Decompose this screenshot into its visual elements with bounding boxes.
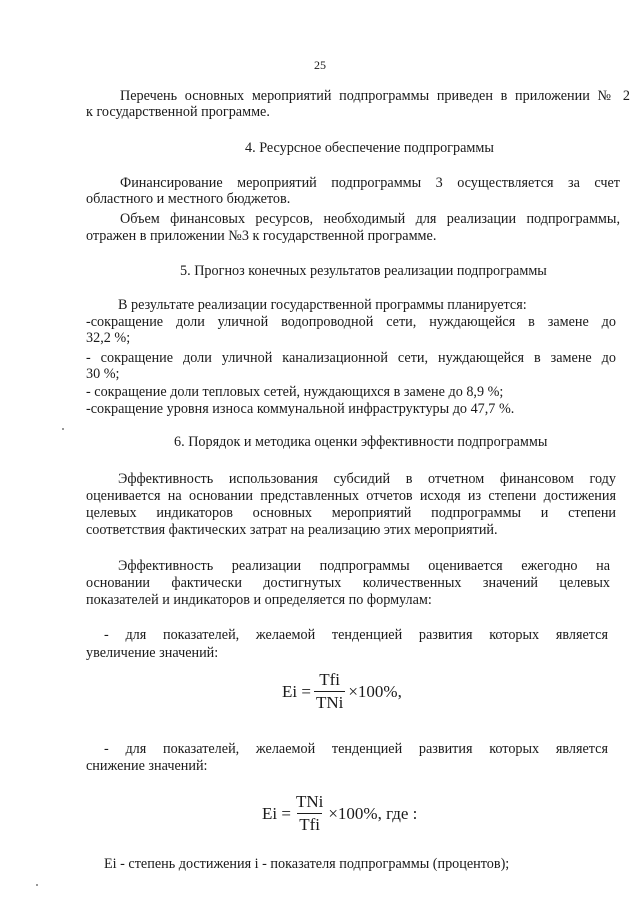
formula-numerator: TNi: [295, 792, 324, 811]
paragraph-line: Финансирование мероприятий подпрограммы 3 осуществляется за счет: [120, 175, 620, 191]
list-item: - сокращение доли тепловых сетей, нуждающихся в замене до 8,9 %;: [86, 384, 504, 400]
list-item: -сокращение уровня износа коммунальной инфраструктуры до 47,7 %.: [86, 401, 515, 417]
paragraph-line: увеличение значений:: [86, 645, 219, 661]
formula-lhs: Ei =: [282, 681, 311, 701]
scan-speck: [62, 428, 64, 430]
paragraph-line: Эффективность реализации подпрограммы оценивается ежегодно на: [118, 558, 610, 574]
paragraph-line: основании фактически достигнутых количественных значений целевых: [86, 575, 610, 591]
paragraph-line: областного и местного бюджетов.: [86, 191, 291, 207]
paragraph-line: Перечень основных мероприятий подпрограммы приведен в приложении № 2: [120, 88, 630, 104]
scan-speck: [36, 884, 38, 886]
paragraph-line: - для показателей, желаемой тенденцией развития которых является: [104, 741, 608, 757]
paragraph-line: отражен в приложении №3 к государственной программе.: [86, 228, 437, 244]
formula-numerator: Tfi: [319, 670, 341, 689]
list-item-cont: 32,2 %;: [86, 330, 131, 346]
formula-rhs: ×100%, где :: [328, 803, 418, 823]
formula-rhs: ×100%,: [348, 681, 402, 701]
paragraph-line: - для показателей, желаемой тенденцией развития которых является: [104, 627, 608, 643]
formula-denominator: Tfi: [299, 815, 321, 834]
paragraph-line: снижение значений:: [86, 758, 208, 774]
paragraph-line: Объем финансовых ресурсов, необходимый для реализации подпрограммы,: [120, 211, 620, 227]
list-item: -сокращение доли уличной водопроводной сети, нуждающейся в замене до: [86, 314, 616, 330]
list-item-cont: 30 %;: [86, 366, 120, 382]
formula-fraction: [314, 670, 345, 713]
paragraph-line: к государственной программе.: [86, 104, 270, 120]
section-heading-6: 6. Порядок и методика оценки эффективности подпрограммы: [174, 434, 548, 450]
paragraph-line: Эффективность использования субсидий в отчетном финансовом году: [118, 471, 616, 487]
section-heading-4: 4. Ресурсное обеспечение подпрограммы: [245, 140, 494, 156]
formula-denominator: TNi: [315, 693, 344, 712]
paragraph-line: соответствия фактических затрат на реализацию этих мероприятий.: [86, 522, 498, 538]
formula-fraction: [294, 792, 325, 835]
list-item: - сокращение доли уличной канализационной сети, нуждающейся в замене до: [86, 350, 616, 366]
page-number: 25: [314, 58, 326, 72]
paragraph-line: целевых индикаторов основных мероприятий подпрограммы и степени: [86, 505, 616, 521]
paragraph-line: В результате реализации государственной программы планируется:: [118, 297, 527, 313]
formula-lhs: Ei =: [262, 803, 291, 823]
paragraph-line: показателей и индикаторов и определяется по формулам:: [86, 592, 432, 608]
section-heading-5: 5. Прогноз конечных результатов реализации подпрограммы: [180, 263, 547, 279]
paragraph-line: оценивается на основании представленных отчетов исходя из степени достижения: [86, 488, 616, 504]
formula-increase: [282, 670, 402, 713]
formula-decrease: [262, 792, 417, 835]
paragraph-line: Ei - степень достижения i - показателя подпрограммы (процентов);: [104, 856, 510, 872]
